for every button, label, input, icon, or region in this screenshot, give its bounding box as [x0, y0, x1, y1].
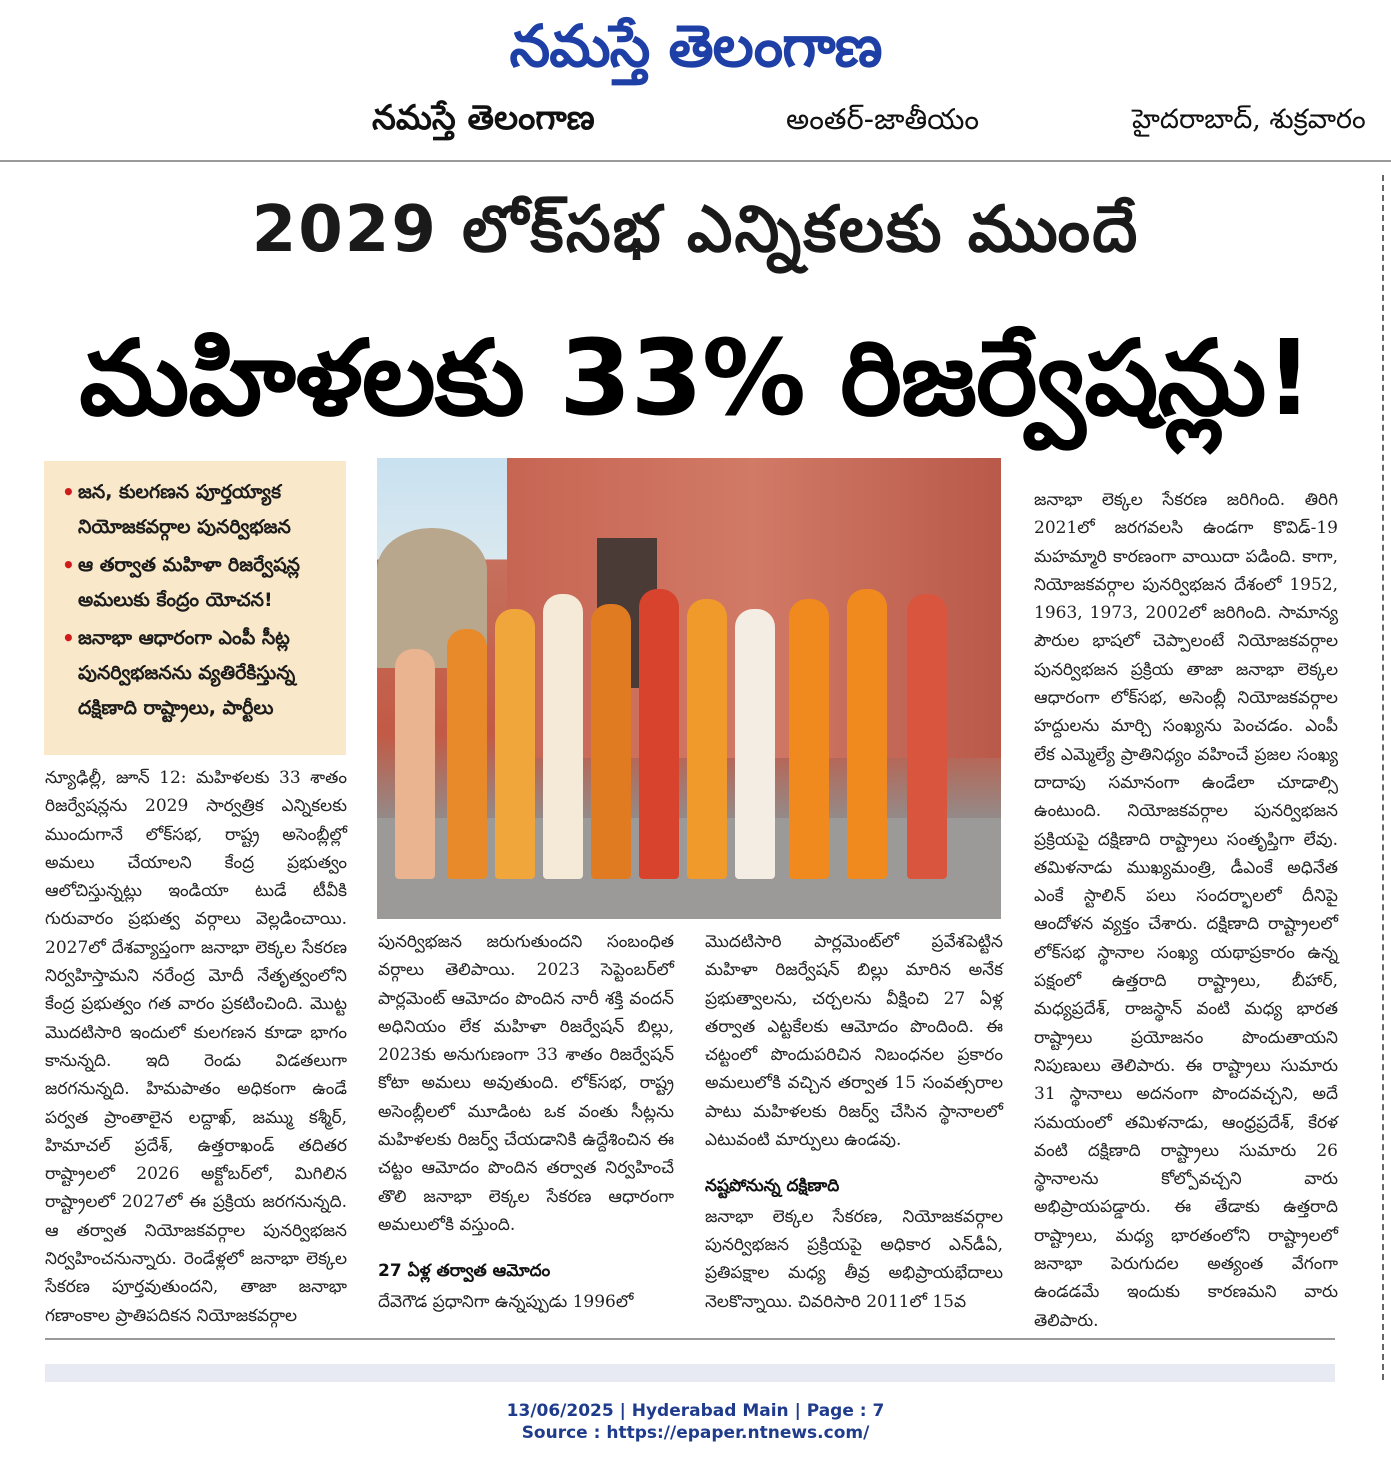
masthead-logo: నమస్తే తెలంగాణ: [509, 12, 882, 80]
footer: [0, 1400, 1391, 1444]
edition-info: 13/06/2025 | Hyderabad Main | Page : 7: [506, 1401, 885, 1421]
highlight-item: [62, 621, 334, 726]
source-link[interactable]: Source : https://epaper.ntnews.com/: [521, 1423, 870, 1443]
bullet-icon: •: [62, 553, 75, 577]
paragraph: జనాభా లెక్కల సేకరణ జరిగింది. తిరిగి 2021లో జరగవలసి ఉండగా కొవిడ్-19 మహమ్మారి కారణంగా వాయిదా పడింది. కాగా, నియోజకవర్గాల పునర్విభజన దేశంలో 1952, 1963, 1973, 2002లో జరిగింది. సామాన్య పౌరుల భాషలో చెప్పాలంటే నియోజకవర్గాల పునర్విభజన ప్రక్రియ తాజా జనాభా లెక్కల ఆధారంగా లోక్‌సభ, అసెంబ్లీ నియోజకవర్గాల హద్దులను మార్చి సంఖ్యను పెంచడం. ఎంపీ లేక ఎమ్మెల్యే ప్రాతినిధ్యం వహించే ప్రజల సంఖ్య దాదాపు సమానంగా ఉండేలా చూడాల్సి ఉంటుంది. నియోజకవర్గాల పునర్విభజన ప్రక్రియపై దక్షిణాది రాష్ట్రాలు సంతృప్తిగా లేవు. తమిళనాడు ముఖ్యమంత్రి, డీఎంకే అధినేత ఎంకే స్టాలిన్ పలు సందర్భాలలో దీనిపై ఆందోళన వ్యక్తం చేశారు. దక్షిణాది రాష్ట్రాలలో లోక్‌సభ స్థానాల సంఖ్య యథాప్రకారం ఉన్న పక్షంలో ఉత్తరాది రాష్ట్రాలు, బీహార్, మధ్యప్రదేశ్, రాజస్థాన్ వంటి మధ్య భారత రాష్ట్రాలు ప్రయోజనం పొందుతాయని నిపుణులు తెలిపారు. ఈ రాష్ట్రాలు సుమారు 31 స్థానాలు అదనంగా పొందవచ్చని, అదే సమయంలో తమిళనాడు, ఆంధ్రప్రదేశ్, కేరళ వంటి దక్షిణాది రాష్ట్రాలు సుమారు 26 స్థానాలను కోల్పోవచ్చని వారు అభిప్రాయపడ్డారు. ఈ తేడాకు ఉత్తరాది రాష్ట్రాలు, మధ్య భారతంలోని రాష్ట్రాలలో జనాభా పెరుగుదల అత్యంత వేగంగా ఉండడమే ఇందుకు కారణమని వారు తెలిపారు.: [1034, 490, 1338, 1331]
highlight-text: జన, కులగణన పూర్తయ్యాక నియోజకవర్గాల పునర్విభజన: [78, 481, 291, 538]
person-figure: [735, 609, 775, 879]
paragraph: దేవెగౌడ ప్రధానిగా ఉన్నప్పుడు 1996లో: [378, 1291, 634, 1312]
highlights-box: [44, 461, 346, 755]
article-column-1: [45, 764, 347, 1330]
person-figure: [907, 594, 947, 879]
dateline: హైదరాబాద్, శుక్రవారం: [1132, 104, 1366, 135]
bullet-icon: •: [62, 480, 75, 504]
highlight-item: [62, 548, 334, 618]
person-figure: [495, 609, 535, 879]
article-column-2: [378, 928, 674, 1316]
subheading: నష్టపోనున్న దక్షిణాది: [705, 1176, 840, 1197]
highlight-text: జనాభా ఆధారంగా ఎంపీ సీట్ల పునర్విభజనను వ్యతిరేకిస్తున్న దక్షిణాది రాష్ట్రాలు, పార్టీలు: [78, 627, 296, 719]
person-figure: [687, 599, 727, 879]
next-article-strip: [45, 1364, 1335, 1382]
section-name: అంతర్-జాతీయం: [786, 102, 980, 136]
headline-kicker: 2029 లోక్‌సభ ఎన్నికలకు ముందే: [251, 193, 1140, 267]
headline-main: మహిళలకు 33% రిజర్వేషన్లు!: [79, 317, 1312, 439]
person-figure: [789, 599, 829, 879]
person-figure: [395, 649, 435, 879]
person-figure: [447, 629, 487, 879]
divider: [45, 1338, 1335, 1340]
paper-name: నమస్తే తెలంగాణ: [372, 98, 595, 138]
paragraph: పునర్విభజన జరుగుతుందని సంబంధిత వర్గాలు తెలిపాయి. 2023 సెప్టెంబర్‌లో పార్లమెంట్ ఆమోదం పొందిన నారీ శక్తి వందన్ అధినియం లేక మహిళా రిజర్వేషన్ బిల్లు, 2023కు అనుగుణంగా 33 శాతం రిజర్వేషన్ కోటా అమలు అవుతుంది. లోక్‌సభ, రాష్ట్ర అసెంబ్లీలలో మూడింట ఒక వంతు సీట్లను మహిళలకు రిజర్వ్ చేయడానికి ఉద్దేశించిన ఈ చట్టం ఆమోదం పొందిన తర్వాత నిర్వహించే తొలి జనాభా లెక్కల సేకరణ ఆధారంగా అమలులోకి వస్తుంది.: [378, 932, 674, 1235]
paragraph: జనాభా లెక్కల సేకరణ, నియోజకవర్గాల పునర్విభజన ప్రక్రియపై అధికార ఎన్‌డీఏ, ప్రతిపక్షాల మధ్య తీవ్ర అభిప్రాయభేదాలు నెలకొన్నాయి. చివరిసారి 2011లో 15వ: [705, 1206, 1003, 1312]
page-header: [0, 92, 1391, 162]
article-column-4: [1034, 486, 1338, 1335]
highlight-item: [62, 475, 334, 545]
person-figure: [591, 604, 631, 879]
highlight-text: ఆ తర్వాత మహిళా రిజర్వేషన్ల అమలుకు కేంద్రం యోచన!: [78, 554, 300, 611]
paragraph: న్యూఢిల్లీ, జూన్ 12: మహిళలకు 33 శాతం రిజర్వేషన్లను 2029 సార్వత్రిక ఎన్నికలకు ముందుగానే లోక్‌సభ, రాష్ట్ర అసెంబ్లీల్లో అమలు చేయాలని కేంద్ర ప్రభుత్వం ఆలోచిస్తున్నట్లు ఇండియా టుడే టీవీకి గురువారం ప్రభుత్వ వర్గాలు వెల్లడించాయి. 2027లో దేశవ్యాప్తంగా జనాభా లెక్కల సేకరణ నిర్వహిస్తామని నరేంద్ర మోదీ నేతృత్వంలోని కేంద్ర ప్రభుత్వం గత వారం ప్రకటించింది. మొట్ట మొదటిసారి ఇందులో కులగణన కూడా భాగం కానున్నది. ఇది రెండు విడతలుగా జరగనున్నది. హిమపాతం అధికంగా ఉండే పర్వత ప్రాంతాలైన లద్దాఖ్, జమ్ము కశ్మీర్, హిమాచల్ ప్రదేశ్, ఉత్తరాఖండ్ తదితర రాష్ట్రాలలో 2026 అక్టోబర్‌లో, మిగిలిన రాష్ట్రాలలో 2027లో ఈ ప్రక్రియ జరగనున్నది. ఆ తర్వాత నియోజకవర్గాల పునర్విభజన నిర్వహించనున్నారు. రెండేళ్లలో జనాభా లెక్కల సేకరణ పూర్తవుతుందని, తాజా జనాభా గణాంకాల ప్రాతిపదికన నియోజకవర్గాల: [45, 768, 347, 1326]
bullet-icon: •: [62, 626, 75, 650]
subheading: 27 ఏళ్ల తర్వాత ఆమోదం: [378, 1261, 551, 1282]
article-column-3: [705, 928, 1003, 1316]
paragraph: మొదటిసారి పార్లమెంట్‌లో ప్రవేశపెట్టిన మహిళా రిజర్వేషన్ బిల్లు మారిన అనేక ప్రభుత్వాలను, చర్చలను వీక్షించి 27 ఏళ్ల తర్వాత ఎట్టకేలకు ఆమోదం పొందింది. ఈ చట్టంలో పొందుపరిచిన నిబంధనల ప్రకారం అమలులోకి వచ్చిన తర్వాత 15 సంవత్సరాల పాటు మహిళలకు రిజర్వ్ చేసిన స్థానాలలో ఎటువంటి మార్పులు ఉండవు.: [705, 932, 1003, 1151]
person-figure: [847, 589, 887, 879]
news-photo: [377, 458, 1001, 919]
person-figure: [543, 594, 583, 879]
person-figure: [639, 589, 679, 879]
